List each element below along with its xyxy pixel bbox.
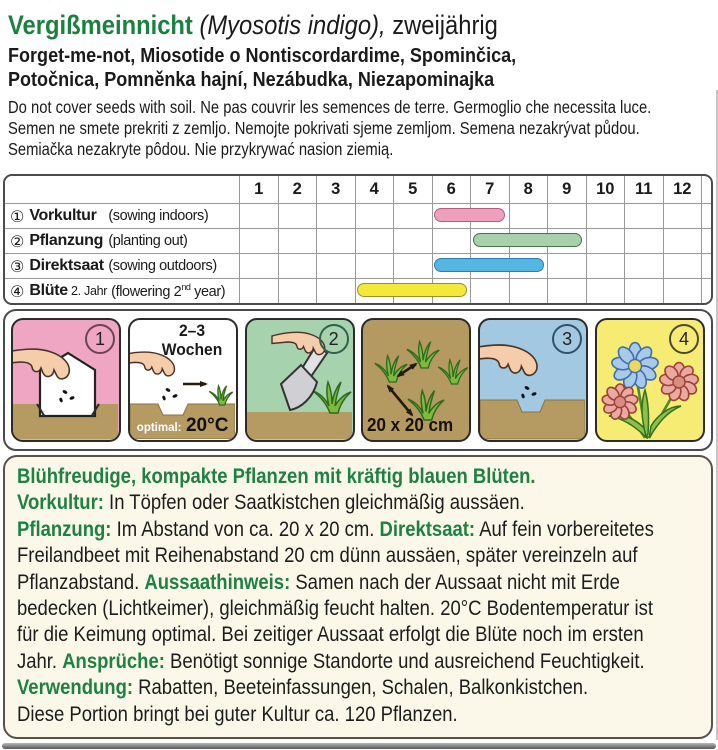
flower-pink-icon [659, 363, 699, 403]
sprout-icon [209, 386, 233, 405]
month-cell [586, 254, 625, 278]
calendar-rows [5, 203, 711, 303]
month-cell [586, 229, 625, 253]
month-header-cell: 2 [278, 176, 317, 203]
info-text: für die Keimung optimal. Bei zeitiger Aussaat erfolgt die Blüte noch im ersten [17, 623, 644, 647]
info-line [17, 464, 628, 490]
grass-icon [407, 342, 439, 368]
month-header-cell: 11 [624, 176, 663, 203]
pictogram-germination [128, 318, 238, 442]
month-cell [316, 254, 355, 278]
month-cell [239, 279, 278, 303]
info-text: In Töpfen oder Saatkistchen gleichmäßig aussäen. [103, 491, 525, 515]
info-line [17, 675, 628, 701]
calendar-row [5, 203, 711, 228]
row-label [5, 229, 239, 253]
month-cell [624, 279, 663, 303]
optimal-temperature: optimal: 20°C [136, 415, 229, 436]
pictogram-strip [3, 309, 713, 451]
info-text: Pflanzabstand. [17, 570, 145, 594]
common-names [8, 44, 516, 92]
common-names-line: Forget-me-not, Miosotide o Nontiscordardime, Spominčica, [8, 44, 517, 67]
month-cell [278, 279, 317, 303]
row-circled-number: ④ [10, 281, 25, 301]
info-text: Im Abstand von ca. 20 x 20 cm. [111, 517, 380, 541]
soil [480, 400, 585, 439]
month-cell [278, 204, 317, 228]
row-name-en: (flowering 2nd year) [111, 282, 226, 300]
germination-duration: 2–3 Wochen [161, 321, 223, 359]
month-cell [355, 204, 394, 228]
circled-number-1: 1 [85, 324, 115, 354]
plant-name: Vergißmeinnicht [8, 10, 193, 40]
row-name: Blüte 2. Jahr [29, 282, 108, 299]
grass-icon [439, 360, 469, 384]
row-circled-number: ① [10, 206, 25, 226]
month-cell [278, 229, 317, 253]
month-header-cell: 1 [239, 176, 278, 203]
month-cell [316, 279, 355, 303]
lifecycle-label: zweijährig [385, 10, 498, 40]
circled-number-2: 2 [319, 324, 349, 354]
month-header-cell: 10 [586, 176, 625, 203]
sowing-note-line: Do not cover seeds with soil. Ne pas couvrir les semences de terre. Germoglio che necessita luce. [8, 97, 652, 117]
hand-icon [272, 332, 325, 354]
info-text: Rabatten, Beeteinfassungen, Schalen, Balkonkistchen. [133, 676, 589, 700]
row-month-grid [239, 279, 702, 303]
calendar-bar [473, 233, 583, 247]
month-cell [432, 229, 471, 253]
sowing-note-line: Semen ne smete prekriti z zemljo. Nemojte pokrivati sjeme zemljom. Semena nezakrývat půdou. [8, 118, 640, 138]
month-header-cell: 7 [470, 176, 509, 203]
row-name-en: (sowing outdoors) [108, 258, 217, 274]
circled-number-4: 4 [669, 324, 699, 354]
info-keyword: Pflanzung: [17, 517, 112, 541]
month-header-cell: 4 [355, 176, 394, 203]
row-label [5, 204, 239, 228]
row-name: Pflanzung [29, 232, 104, 249]
row-label [5, 254, 239, 278]
calendar-bar [434, 208, 505, 222]
month-cell [586, 279, 625, 303]
info-text: Jahr. [17, 649, 63, 673]
info-text: Samen nach der Aussaat nicht mit Erde [290, 570, 620, 594]
row-circled-number: ② [10, 231, 25, 251]
month-cell [239, 204, 278, 228]
calendar-bar [434, 258, 544, 272]
soil [247, 412, 352, 439]
common-names-line: Potočnica, Pomněnka hajní, Nezábudka, Niezapominajka [8, 68, 495, 91]
row-month-grid [239, 254, 702, 278]
calendar-bar [357, 283, 467, 297]
month-cell [663, 279, 702, 303]
calendar-row [5, 278, 711, 303]
info-keyword: Verwendung: [17, 676, 134, 700]
row-circled-number: ③ [10, 256, 25, 276]
spacing-label: 20 x 20 cm [367, 414, 454, 435]
circled-number-3: 3 [552, 324, 582, 354]
pictogram-spacing [361, 318, 471, 442]
month-cell [393, 204, 432, 228]
month-header-cell: 8 [509, 176, 548, 203]
info-keyword: Blühfreudige, kompakte Pflanzen mit kräftig blauen Blüten. [17, 465, 536, 488]
month-header-cell: 5 [393, 176, 432, 203]
info-line [17, 596, 654, 622]
month-header-cell: 3 [316, 176, 355, 203]
month-cell [316, 204, 355, 228]
month-cell [624, 254, 663, 278]
spacing-arrow-icon [388, 386, 412, 415]
month-cell [663, 254, 702, 278]
seeds-icon [162, 387, 178, 400]
info-text: Auf fein vorbereitetes [475, 517, 654, 541]
month-cell [509, 279, 548, 303]
month-cell [509, 204, 548, 228]
row-name: Vorkultur [29, 207, 97, 224]
calendar-table [3, 174, 713, 305]
month-cell [239, 254, 278, 278]
month-cell [547, 279, 586, 303]
month-cell [355, 254, 394, 278]
info-line [17, 543, 638, 569]
pictogram-sow-indoors [11, 318, 121, 442]
latin-name: (Myosotis indigo), [192, 10, 386, 40]
month-cell [278, 254, 317, 278]
info-keyword: Ansprüche: [62, 649, 165, 673]
info-text: Diese Portion bringt bei guter Kultur ca. 120 Pflanzen. [17, 702, 458, 726]
info-keyword: Vorkultur: [17, 491, 104, 515]
page-title [8, 10, 498, 41]
flower-pink-icon [601, 384, 638, 421]
info-line [17, 490, 628, 516]
calendar-header-row [5, 176, 711, 203]
info-keyword: Direktsaat: [379, 517, 476, 541]
pictogram-flowering [595, 318, 705, 442]
row-name: Direktsaat [29, 257, 104, 274]
month-cell [393, 254, 432, 278]
month-header-cell: 6 [432, 176, 471, 203]
month-cell [586, 204, 625, 228]
info-keyword: Aussaathinweis: [144, 570, 291, 594]
row-name-en: (planting out) [108, 233, 188, 249]
info-box [3, 455, 713, 739]
grass-icon [313, 382, 351, 413]
pictogram-sow-outdoors [478, 318, 588, 442]
month-cell [470, 279, 509, 303]
month-cell [316, 229, 355, 253]
month-cell [355, 229, 394, 253]
info-line [17, 649, 645, 675]
info-line [17, 570, 628, 596]
month-cell [547, 254, 586, 278]
flower-blue-icon [611, 343, 659, 390]
calendar-row [5, 228, 711, 253]
month-header-cell: 9 [547, 176, 586, 203]
calendar-header-spacer [5, 176, 239, 203]
month-cell [624, 229, 663, 253]
info-line [17, 702, 628, 728]
month-header [239, 176, 702, 203]
calendar-row [5, 253, 711, 278]
info-text: bedecken (Lichtkeimer), gleichmäßig feucht halten. 20°C Bodentemperatur ist [17, 597, 654, 621]
seeds-icon [521, 385, 537, 398]
row-month-grid [239, 204, 702, 228]
pictogram-planting-out [245, 318, 355, 442]
row-label [5, 279, 239, 303]
sowing-note-line: Semiačka nezakryte pôdou. Nie przykrywać nasion ziemią. [8, 139, 394, 159]
month-cell [239, 229, 278, 253]
month-cell [547, 204, 586, 228]
hand-icon [480, 345, 537, 375]
row-month-grid [239, 229, 702, 253]
grass-icon [375, 356, 407, 382]
info-text: Freilandbeet mit Reihenabstand 20 cm dünn aussäen, später vereinzeln auf [17, 544, 638, 568]
info-line [17, 517, 654, 543]
month-cell [624, 204, 663, 228]
month-cell [663, 204, 702, 228]
row-name-suffix: 2. Jahr [67, 284, 108, 298]
info-line [17, 622, 644, 648]
packet-bottom-edge [2, 743, 716, 749]
month-cell [393, 229, 432, 253]
info-text: Benötigt sonnige Standorte und ausreichend Feuchtigkeit. [164, 649, 645, 673]
row-name-en: (sowing indoors) [108, 208, 209, 224]
sowing-note [8, 97, 651, 160]
month-header-cell: 12 [663, 176, 702, 203]
month-cell [663, 229, 702, 253]
